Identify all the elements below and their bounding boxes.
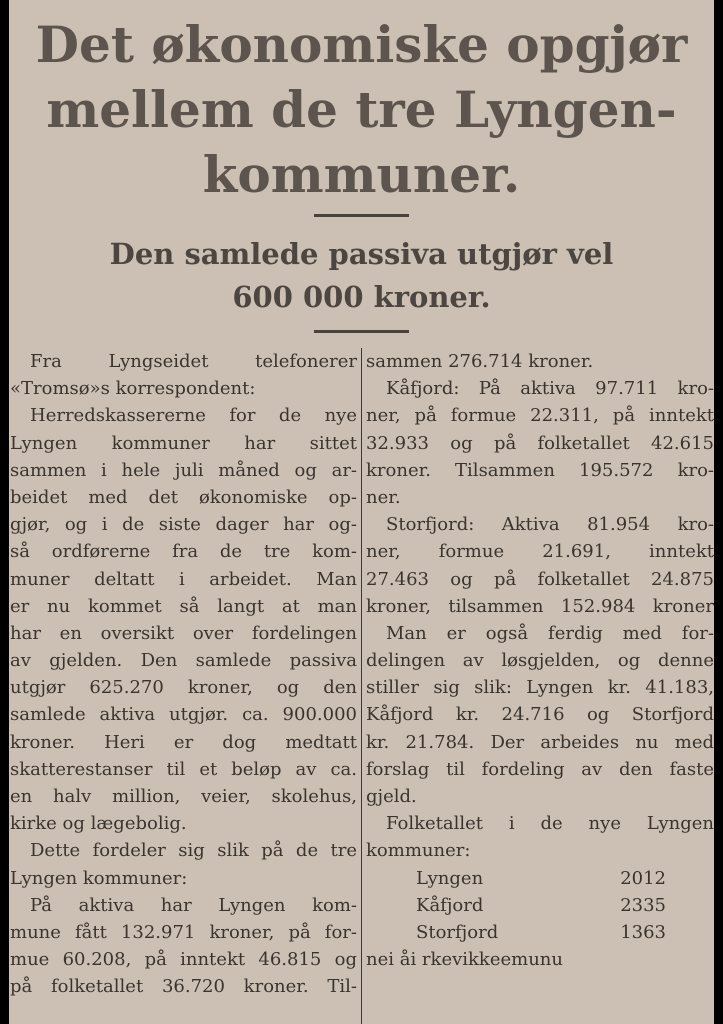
text-line: kommuner: [366,840,471,862]
headline-divider [314,214,409,217]
text-line: sammen i hele juli måned og ar- [10,459,357,481]
subheadline [9,233,714,319]
municipality-name: Storfjord [416,921,499,943]
municipality-name: Lyngen [416,867,484,889]
text-line: Lyngen kommuner har sittet [10,432,357,454]
newspaper-page [9,0,714,1024]
population-value: 2012 [620,867,666,889]
text-line: Kåfjord: På aktiva 97.711 kro- [386,378,714,400]
text-line: på folketallet 36.720 kroner. Til- [10,976,357,998]
text-line: stiller sig slik: Lyngen kr. 41.183, [366,677,714,699]
subheadline-line: 600 000 kroner. [232,280,491,314]
text-line: muner deltatt i arbeidet. Man [10,568,357,590]
subheadline-divider [314,330,409,333]
text-line: mue 60.208, på inntekt 46.815 og [10,949,357,971]
text-line: kirke og lægebolig. [10,813,187,835]
text-line: ner, på formue 22.311, på inntekt [366,405,714,427]
headline-line: kommuner. [202,145,521,204]
population-row [416,919,666,946]
text-line: kroner, tilsammen 152.984 kroner [366,595,714,617]
text-line: utgjør 625.270 kroner, og den [10,677,357,699]
text-line: en halv million, veier, skolehus, [10,786,357,807]
text-line: gjeld. [366,786,417,807]
text-line: På aktiva har Lyngen kom- [30,894,357,916]
text-line: forslag til fordeling av den faste [366,758,714,780]
text-line: beidet med det økonomiske op- [10,486,357,508]
text-line: har en oversikt over fordelingen [10,622,357,644]
text-line: delingen av løsgjelden, og denne [366,650,714,672]
text-line: så ordførerne fra de tre kom- [10,541,357,563]
article-column-left [10,348,357,1001]
text-line: samlede aktiva utgjør. ca. 900.000 [10,704,357,726]
text-line: Dette fordeler sig slik på de tre [30,840,357,862]
text-line: «Tromsø»s korrespondent: [10,378,256,400]
text-line: kr. 21.784. Der arbeides nu med [366,731,714,753]
article-text-right-end [366,946,714,973]
article-text-right [366,348,714,865]
text-line: 27.463 og på folketallet 24.875 [366,568,714,590]
text-line: er nu kommet så langt at man [10,595,357,617]
text-line: nei åi rkevikkeemunu [366,949,563,971]
text-line: ner. [366,486,401,508]
text-line: kroner. Tilsammen 195.572 kro- [366,459,714,481]
text-line: skatterestanser til et beløp av ca. [10,758,357,780]
column-divider [361,348,362,1024]
text-line: Lyngen kommuner: [10,867,188,889]
text-line: av gjelden. Den samlede passiva [10,650,357,672]
municipality-name: Kåfjord [416,894,484,916]
text-line: Fra Lyngseidet telefonerer [30,351,357,372]
headline [9,12,714,207]
population-row [416,865,666,892]
population-value: 1363 [620,921,666,943]
text-line: Storfjord: Aktiva 81.954 kro- [386,514,714,536]
text-line: mune fått 132.971 kroner, på for- [10,921,357,943]
subheadline-line: Den samlede passiva utgjør vel [109,237,614,271]
text-line: kroner. Heri er dog medtatt [10,731,357,753]
text-line: Kåfjord kr. 24.716 og Storfjord [366,704,714,726]
population-row [416,892,666,919]
population-table [416,865,666,947]
text-line: sammen 276.714 kroner. [366,351,594,372]
text-line: Man er også ferdig med for- [386,622,714,644]
article-column-right [366,348,714,973]
headline-line: Det økonomiske opgjør [35,15,688,74]
text-line: 32.933 og på folketallet 42.615 [366,432,714,454]
population-value: 2335 [620,894,666,916]
text-line: gjør, og i de siste dager har og- [10,514,357,536]
headline-line: mellem de tre Lyngen- [46,80,677,139]
text-line: Folketallet i de nye Lyngen [386,813,714,835]
text-line: ner, formue 21.691, inntekt [366,541,714,563]
text-line: Herredskassererne for de nye [30,405,357,427]
